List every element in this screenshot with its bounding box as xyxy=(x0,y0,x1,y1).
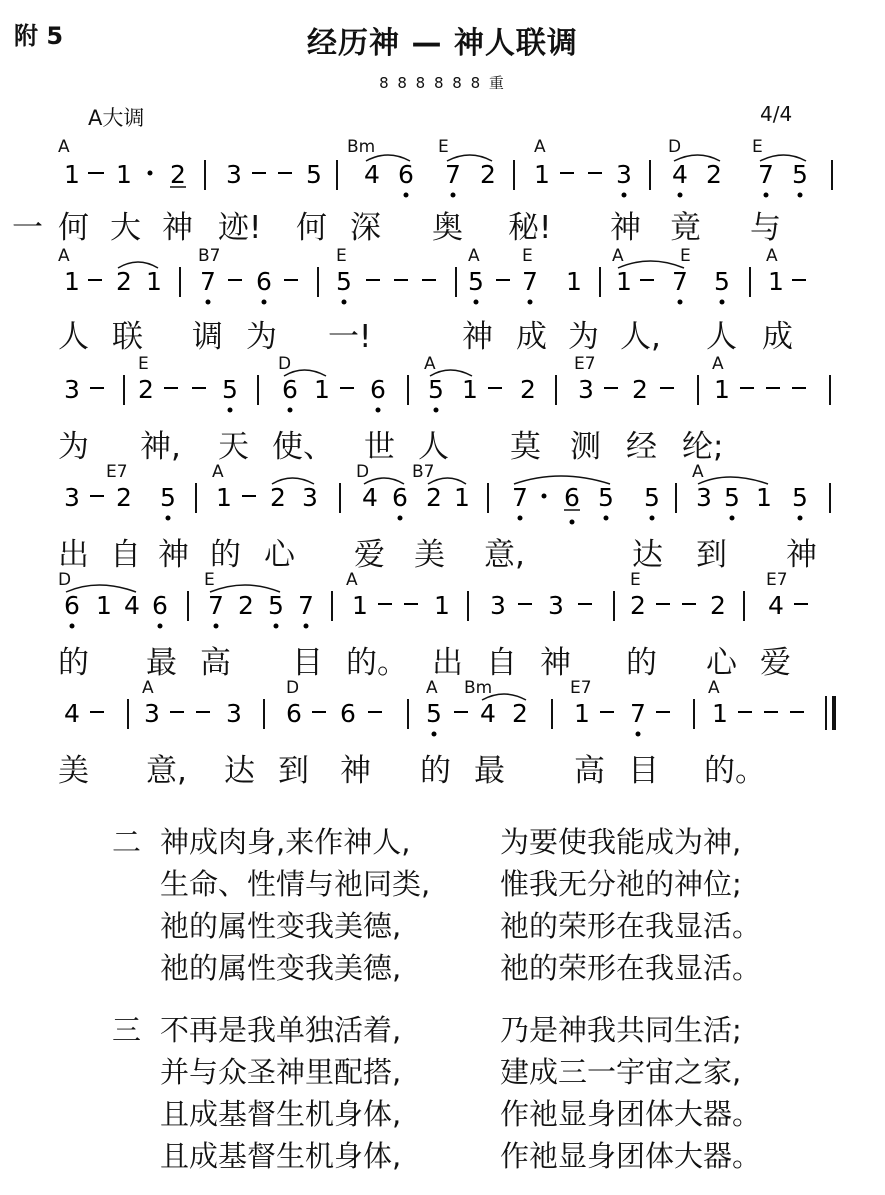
svg-text:6: 6 xyxy=(282,375,298,404)
svg-text:2: 2 xyxy=(270,483,286,512)
svg-text:6: 6 xyxy=(392,483,408,512)
chord: E xyxy=(438,137,449,157)
svg-text:1: 1 xyxy=(216,483,232,512)
svg-text:7: 7 xyxy=(208,591,224,620)
lyric: 目 xyxy=(628,753,659,789)
notation-staff xyxy=(0,262,885,310)
svg-text:5: 5 xyxy=(792,483,808,512)
lyrics-row xyxy=(0,421,885,465)
svg-text:3: 3 xyxy=(616,160,632,189)
lyric: 人 xyxy=(418,429,449,465)
lyric: 到 xyxy=(696,537,727,573)
svg-text:6: 6 xyxy=(256,267,272,296)
lyric: 心 xyxy=(706,645,737,681)
svg-text:6: 6 xyxy=(152,591,168,620)
svg-text:2: 2 xyxy=(138,375,154,404)
chord: A xyxy=(692,462,704,482)
lyric: 迹! xyxy=(218,210,262,246)
chord: A xyxy=(468,246,480,266)
chord: A xyxy=(142,678,154,698)
svg-text:7: 7 xyxy=(522,267,538,296)
chord: D xyxy=(58,570,72,590)
svg-text:1: 1 xyxy=(616,267,632,296)
chord: A xyxy=(346,570,358,590)
lyric: 神 xyxy=(158,537,189,573)
lyric: 神 xyxy=(540,645,571,681)
verse-line: 神成肉身,来作神人, xyxy=(160,825,411,859)
svg-text:1: 1 xyxy=(314,375,330,404)
svg-text:2: 2 xyxy=(520,375,536,404)
svg-text:5: 5 xyxy=(598,483,614,512)
notation-row xyxy=(0,694,885,734)
chord: A xyxy=(534,137,546,157)
lyric: 成 xyxy=(762,319,793,355)
page-title: 经历神 — 神人联调 xyxy=(307,26,578,61)
chord: E7 xyxy=(106,462,128,482)
lyric: 最 xyxy=(146,645,177,681)
svg-text:5: 5 xyxy=(222,375,238,404)
lyric: 美 xyxy=(58,753,89,789)
lyric: 最 xyxy=(474,753,505,789)
chord: E7 xyxy=(574,354,596,374)
lyric: 使、 xyxy=(272,429,334,465)
svg-text:1: 1 xyxy=(146,267,162,296)
svg-text:2: 2 xyxy=(426,483,442,512)
chord: D xyxy=(278,354,292,374)
lyric: 的。 xyxy=(346,645,408,681)
lyric: 经 xyxy=(626,429,657,465)
svg-text:7: 7 xyxy=(298,591,314,620)
lyric: 目 xyxy=(292,645,323,681)
chord: A xyxy=(712,354,724,374)
lyric: 一! xyxy=(328,319,372,355)
time-signature: 4/4 xyxy=(760,102,793,126)
notation-row xyxy=(0,155,885,195)
lyric: 神 xyxy=(340,753,371,789)
chord: A xyxy=(708,678,720,698)
lyric: 天 xyxy=(218,429,249,465)
chord: D xyxy=(286,678,300,698)
chord: E xyxy=(138,354,149,374)
verse-line: 乃是神我共同生活; xyxy=(500,1013,742,1047)
svg-text:6: 6 xyxy=(370,375,386,404)
lyric: 心 xyxy=(264,537,295,573)
svg-text:7: 7 xyxy=(672,267,688,296)
lyric: 秘! xyxy=(508,210,552,246)
verse-line: 为要使我能成为神, xyxy=(500,825,742,859)
svg-text:1: 1 xyxy=(434,591,450,620)
svg-text:6: 6 xyxy=(564,483,580,512)
verse-line: 惟我无分祂的神位; xyxy=(500,867,742,901)
lyric: 达 xyxy=(224,753,255,789)
svg-text:5: 5 xyxy=(160,483,176,512)
notation-staff xyxy=(0,586,885,634)
svg-text:4: 4 xyxy=(364,160,380,189)
svg-text:5: 5 xyxy=(644,483,660,512)
verse-number: 三 xyxy=(112,1013,142,1047)
svg-text:3: 3 xyxy=(578,375,594,404)
notation-staff xyxy=(0,478,885,526)
lyric: 的 xyxy=(420,753,451,789)
lyrics-row xyxy=(0,745,885,789)
chord: D xyxy=(356,462,370,482)
notation-staff xyxy=(0,694,885,742)
lyric: 的。 xyxy=(704,753,766,789)
lyric: 为 xyxy=(58,429,89,465)
verse-number: 二 xyxy=(112,825,142,859)
svg-text:2: 2 xyxy=(238,591,254,620)
svg-text:4: 4 xyxy=(124,591,140,620)
svg-text:2: 2 xyxy=(710,591,726,620)
svg-text:2: 2 xyxy=(706,160,722,189)
chord: A xyxy=(426,678,438,698)
notation-row xyxy=(0,370,885,410)
lyric: 测 xyxy=(570,429,601,465)
svg-text:7: 7 xyxy=(512,483,528,512)
lyric: 莫 xyxy=(510,429,541,465)
lyric: 美 xyxy=(414,537,445,573)
svg-text:3: 3 xyxy=(696,483,712,512)
svg-text:3: 3 xyxy=(226,699,242,728)
svg-text:1: 1 xyxy=(352,591,368,620)
notation-row xyxy=(0,262,885,302)
lyric: 世 xyxy=(364,429,395,465)
verse-line: 且成基督生机身体, xyxy=(160,1139,402,1173)
svg-text:2: 2 xyxy=(630,591,646,620)
chord: E xyxy=(204,570,215,590)
lyric: 出 xyxy=(58,537,89,573)
verse-line: 作祂显身团体大器。 xyxy=(500,1139,762,1173)
notation-row xyxy=(0,478,885,518)
svg-text:7: 7 xyxy=(758,160,774,189)
chord: D xyxy=(668,137,682,157)
svg-text:2: 2 xyxy=(116,483,132,512)
lyric: 神 xyxy=(786,537,817,573)
lyric: 人, xyxy=(620,319,661,355)
verse-line: 祂的荣形在我显活。 xyxy=(500,951,762,985)
svg-text:5: 5 xyxy=(468,267,484,296)
verse-line: 不再是我单独活着, xyxy=(160,1013,402,1047)
svg-text:5: 5 xyxy=(336,267,352,296)
lyric: 自 xyxy=(486,645,517,681)
svg-text:5: 5 xyxy=(428,375,444,404)
lyric: 神 xyxy=(162,210,193,246)
lyric: 爱 xyxy=(760,645,791,681)
lyric: 何 xyxy=(296,210,327,246)
svg-text:2: 2 xyxy=(632,375,648,404)
verse-line: 祂的属性变我美德, xyxy=(160,951,402,985)
lyric: 一 xyxy=(12,210,43,246)
lyric: 人 xyxy=(58,319,89,355)
svg-text:2: 2 xyxy=(116,267,132,296)
svg-text:5: 5 xyxy=(792,160,808,189)
svg-text:1: 1 xyxy=(462,375,478,404)
chord: A xyxy=(766,246,778,266)
svg-text:3: 3 xyxy=(226,160,242,189)
svg-text:1: 1 xyxy=(64,160,80,189)
chord: B7 xyxy=(412,462,435,482)
svg-text:4: 4 xyxy=(64,699,80,728)
svg-text:4: 4 xyxy=(768,591,784,620)
lyric: 自 xyxy=(110,537,141,573)
svg-text:1: 1 xyxy=(714,375,730,404)
chord: A xyxy=(58,246,70,266)
lyrics-row xyxy=(0,202,885,246)
chord: B7 xyxy=(198,246,221,266)
lyric: 意, xyxy=(484,537,525,573)
svg-text:6: 6 xyxy=(64,591,80,620)
svg-text:1: 1 xyxy=(712,699,728,728)
verse-line: 并与众圣神里配搭, xyxy=(160,1055,402,1089)
svg-text:7: 7 xyxy=(200,267,216,296)
chord: Bm xyxy=(347,137,376,157)
verse-line: 祂的属性变我美德, xyxy=(160,909,402,943)
lyric: 竟 xyxy=(670,210,701,246)
chord: E xyxy=(752,137,763,157)
svg-text:1: 1 xyxy=(96,591,112,620)
chord: E xyxy=(680,246,691,266)
svg-text:2: 2 xyxy=(170,160,186,189)
svg-text:1: 1 xyxy=(768,267,784,296)
lyric: 的 xyxy=(58,645,89,681)
lyric: 神 xyxy=(610,210,641,246)
svg-text:3: 3 xyxy=(548,591,564,620)
lyric: 高 xyxy=(574,753,605,789)
lyric: 神, xyxy=(140,429,181,465)
svg-text:5: 5 xyxy=(306,160,322,189)
svg-text:3: 3 xyxy=(64,483,80,512)
lyric: 大 xyxy=(110,210,141,246)
svg-text:1: 1 xyxy=(116,160,132,189)
chord: A xyxy=(212,462,224,482)
lyric: 爱 xyxy=(354,537,385,573)
lyric: 奥 xyxy=(432,210,463,246)
lyric: 与 xyxy=(750,210,781,246)
chord: E xyxy=(336,246,347,266)
notation-staff xyxy=(0,370,885,418)
notation-staff xyxy=(0,155,885,203)
svg-text:6: 6 xyxy=(340,699,356,728)
svg-text:7: 7 xyxy=(630,699,646,728)
svg-text:4: 4 xyxy=(480,699,496,728)
lyrics-row xyxy=(0,311,885,355)
svg-text:1: 1 xyxy=(756,483,772,512)
svg-text:6: 6 xyxy=(398,160,414,189)
lyric: 的 xyxy=(626,645,657,681)
verse-line: 祂的荣形在我显活。 xyxy=(500,909,762,943)
key-signature: A大调 xyxy=(88,106,145,130)
lyric: 高 xyxy=(200,645,231,681)
lyrics-row xyxy=(0,529,885,573)
svg-text:5: 5 xyxy=(426,699,442,728)
lyric: 何 xyxy=(58,210,89,246)
lyric: 出 xyxy=(432,645,463,681)
svg-text:5: 5 xyxy=(268,591,284,620)
svg-text:2: 2 xyxy=(480,160,496,189)
chord: A xyxy=(58,137,70,157)
svg-text:6: 6 xyxy=(286,699,302,728)
verse-line: 且成基督生机身体, xyxy=(160,1097,402,1131)
chord: E xyxy=(522,246,533,266)
notation-row xyxy=(0,586,885,626)
lyric: 为 xyxy=(568,319,599,355)
lyric: 调 xyxy=(192,319,223,355)
lyric: 到 xyxy=(278,753,309,789)
chord: E7 xyxy=(766,570,788,590)
svg-text:1: 1 xyxy=(574,699,590,728)
chord: A xyxy=(424,354,436,374)
chord: E xyxy=(630,570,641,590)
verse-line: 生命、性情与祂同类, xyxy=(160,867,431,901)
svg-text:3: 3 xyxy=(144,699,160,728)
lyric: 深 xyxy=(350,210,381,246)
svg-text:1: 1 xyxy=(566,267,582,296)
svg-text:3: 3 xyxy=(302,483,318,512)
appendix-label: 附 5 xyxy=(14,22,64,50)
verse-line: 作祂显身团体大器。 xyxy=(500,1097,762,1131)
svg-text:1: 1 xyxy=(64,267,80,296)
lyrics-row xyxy=(0,637,885,681)
svg-text:3: 3 xyxy=(490,591,506,620)
svg-text:1: 1 xyxy=(454,483,470,512)
lyric: 的 xyxy=(210,537,241,573)
meter-label: 8 8 8 8 8 8 重 xyxy=(379,74,506,92)
svg-text:3: 3 xyxy=(64,375,80,404)
lyric: 联 xyxy=(112,319,143,355)
svg-text:7: 7 xyxy=(445,160,461,189)
lyric: 神 xyxy=(462,319,493,355)
lyric: 成 xyxy=(516,319,547,355)
svg-text:5: 5 xyxy=(714,267,730,296)
svg-text:1: 1 xyxy=(534,160,550,189)
svg-text:4: 4 xyxy=(362,483,378,512)
svg-text:2: 2 xyxy=(512,699,528,728)
lyric: 意, xyxy=(146,753,187,789)
chord: Bm xyxy=(464,678,493,698)
svg-text:4: 4 xyxy=(672,160,688,189)
lyric: 达 xyxy=(632,537,663,573)
svg-text:5: 5 xyxy=(724,483,740,512)
verse-line: 建成三一宇宙之家, xyxy=(500,1055,742,1089)
lyric: 为 xyxy=(246,319,277,355)
lyric: 人 xyxy=(706,319,737,355)
chord: E7 xyxy=(570,678,592,698)
lyric: 纶; xyxy=(682,429,724,465)
chord: A xyxy=(612,246,624,266)
